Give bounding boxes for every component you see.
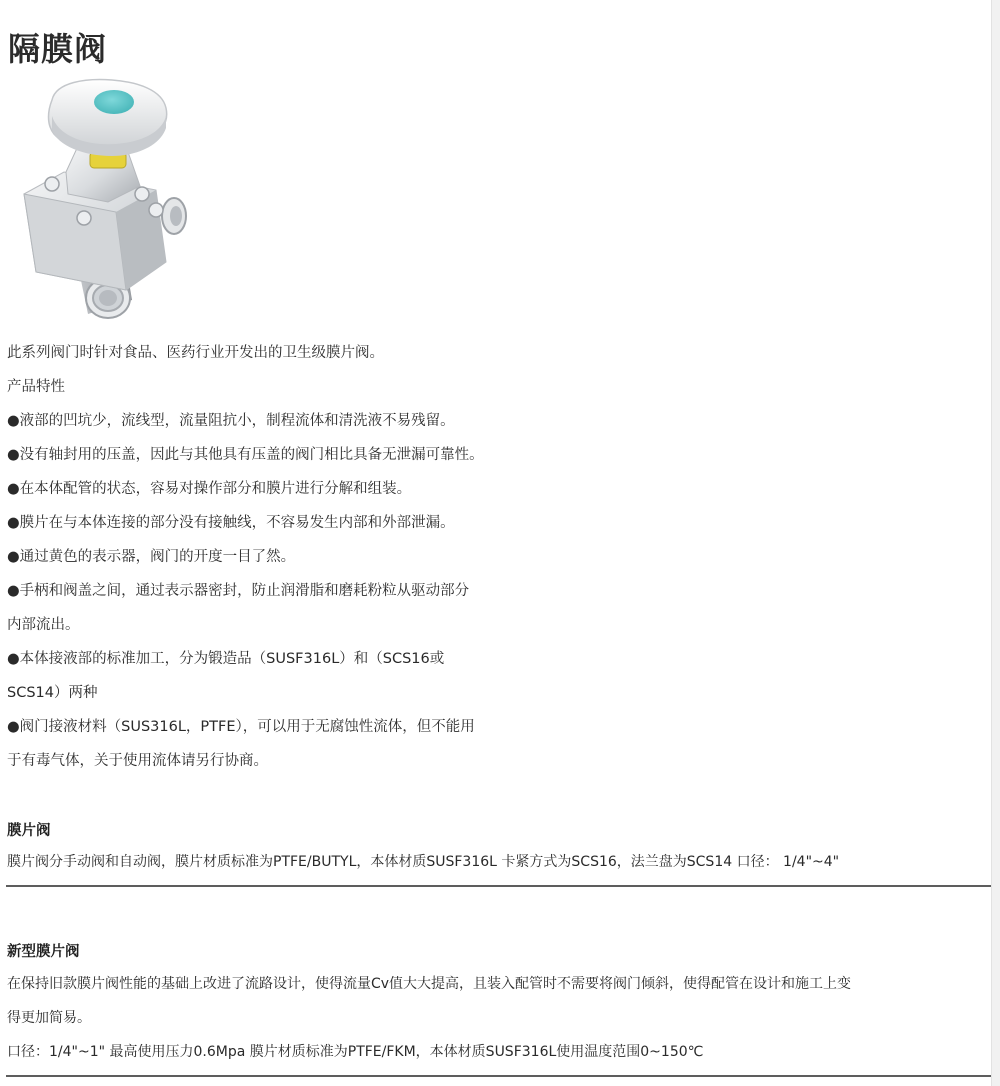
feature-item-continued: SCS14）两种 bbox=[7, 685, 98, 701]
feature-item: ●手柄和阀盖之间，通过表示器密封，防止润滑脂和磨耗粉粒从驱动部分 bbox=[7, 583, 470, 599]
feature-item: ●在本体配管的状态，容易对操作部分和膜片进行分解和组装。 bbox=[7, 481, 412, 497]
section-text: 口径：1/4"~1" 最高使用压力0.6Mpa 膜片材质标准为PTFE/FKM，本体材质SUSF316L使用温度范围0~150℃ bbox=[7, 1044, 704, 1060]
feature-item: ●本体接液部的标准加工，分为锻造品（SUSF316L）和（SCS16或 bbox=[7, 651, 445, 667]
feature-item-continued: 于有毒气体，关于使用流体请另行协商。 bbox=[7, 753, 268, 769]
page-title: 隔膜阀 bbox=[8, 30, 108, 68]
section-text: 膜片阀分手动阀和自动阀，膜片材质标准为PTFE/BUTYL，本体材质SUSF316L 卡紧方式为SCS16，法兰盘为SCS14 口径： 1/4"~4" bbox=[7, 854, 840, 870]
feature-item: ●膜片在与本体连接的部分没有接触线，不容易发生内部和外部泄漏。 bbox=[7, 515, 455, 531]
feature-item: ●阀门接液材料（SUS316L，PTFE），可以用于无腐蚀性流体，但不能用 bbox=[7, 719, 475, 735]
section-title-diaphragm-valve: 膜片阀 bbox=[7, 823, 51, 839]
section-text: 在保持旧款膜片阀性能的基础上改进了流路设计，使得流量Cv值大大提高，且装入配管时不需要将阀门倾斜，使得配管在设计和施工上变 bbox=[7, 976, 852, 992]
section-text: 得更加简易。 bbox=[7, 1010, 91, 1026]
features-heading: 产品特性 bbox=[7, 379, 65, 395]
feature-item: ●没有轴封用的压盖，因此与其他具有压盖的阀门相比具备无泄漏可靠性。 bbox=[7, 447, 484, 463]
section-title-new-diaphragm-valve: 新型膜片阀 bbox=[7, 944, 80, 960]
intro-text: 此系列阀门时针对食品、医药行业开发出的卫生级膜片阀。 bbox=[7, 345, 384, 361]
diaphragm-valve-image bbox=[16, 76, 196, 326]
feature-item: ●通过黄色的表示器，阀门的开度一目了然。 bbox=[7, 549, 296, 565]
scrollbar-track[interactable] bbox=[991, 0, 1000, 1086]
feature-item: ●液部的凹坑少，流线型，流量阻抗小，制程流体和清洗液不易残留。 bbox=[7, 413, 455, 429]
section-divider bbox=[6, 1075, 992, 1077]
feature-item-continued: 内部流出。 bbox=[7, 617, 80, 633]
section-divider bbox=[6, 885, 992, 887]
